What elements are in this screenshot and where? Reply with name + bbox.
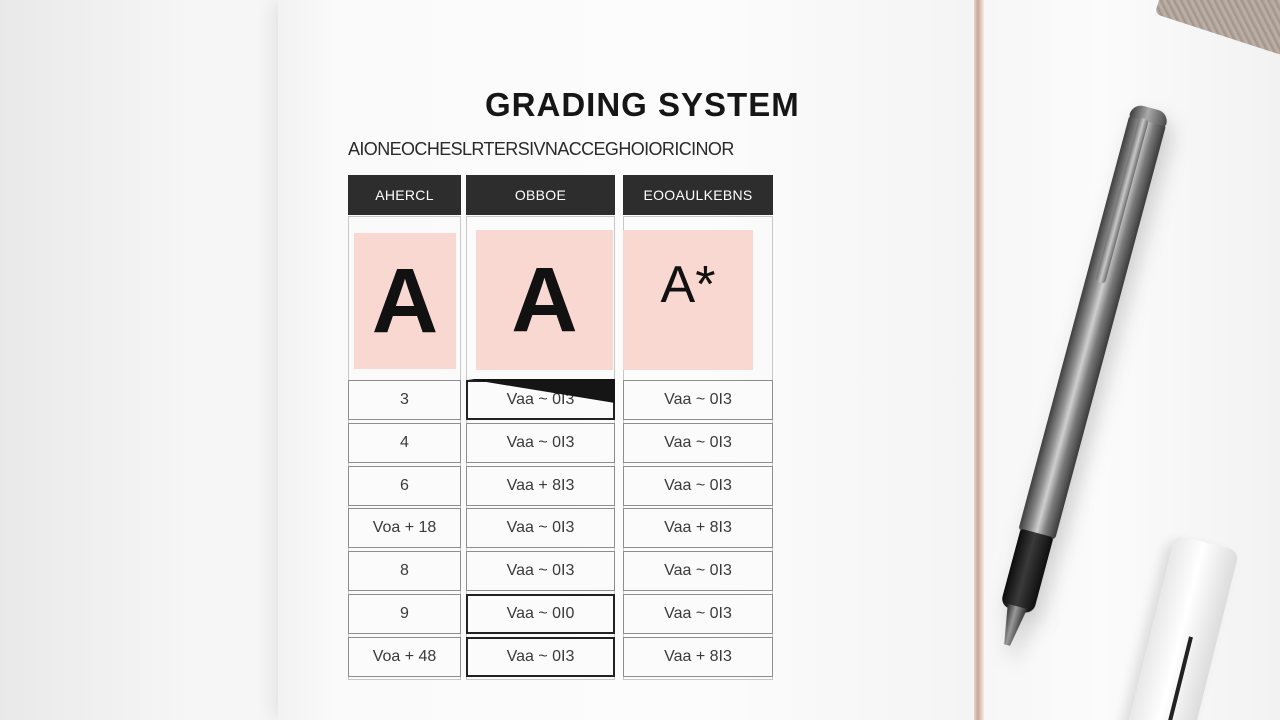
grade-box-2: [476, 230, 613, 370]
column-header-3: [623, 175, 773, 215]
page-subtitle: AIONEOCHESLRTERSIVNACCEGHOIORICINOR: [348, 139, 734, 159]
table-cell: Vaa ~ 0I3: [623, 551, 773, 591]
table-cell: Vaa + 8I3: [623, 508, 773, 548]
eraser-stripe: [1162, 636, 1192, 720]
grade-letter: A*: [660, 256, 716, 314]
table-cell: Vaa ~ 0I3: [466, 423, 615, 463]
table-cell: Vaa + 8I3: [466, 466, 615, 506]
table-cell: 3: [348, 380, 461, 420]
table-cell: Vaa ~ 0I3: [466, 508, 615, 548]
paper-edge: [974, 0, 984, 720]
table-cell: 4: [348, 423, 461, 463]
table-cell: Vaa + 8I3: [623, 637, 773, 677]
table-cell: 9: [348, 594, 461, 634]
table-cell: Voa + 18: [348, 508, 461, 548]
table-cell: Vaa ~ 0I3: [623, 380, 773, 420]
column-header-label: OBBOE: [466, 175, 615, 215]
table-cell: Vaa ~ 0I3: [623, 466, 773, 506]
table-cell: 6: [348, 466, 461, 506]
table-cell: Vaa ~ 0I0: [466, 594, 615, 634]
column-header-label: AHERCL: [348, 175, 461, 215]
pen-tip: [997, 604, 1027, 648]
page-title: GRADING SYSTEM: [485, 86, 800, 123]
table-cell: 8: [348, 551, 461, 591]
table-cell: Vaa ~ 0I3: [623, 423, 773, 463]
table-cell: Vaa ~ 0I3: [623, 594, 773, 634]
table-cell: Vaa ~ 0I3: [466, 380, 615, 420]
table-cell: Vaa ~ 0I3: [466, 637, 615, 677]
grade-letter: A: [371, 250, 439, 352]
grade-letter: A: [511, 249, 578, 351]
column-header-2: [466, 175, 615, 215]
column-header-1: [348, 175, 461, 215]
grade-box-3: [623, 230, 753, 370]
grade-box-1: [354, 233, 456, 369]
table-cell: Voa + 48: [348, 637, 461, 677]
table-cell: Vaa ~ 0I3: [466, 551, 615, 591]
column-header-label: EOOAULKEBNS: [623, 175, 773, 215]
